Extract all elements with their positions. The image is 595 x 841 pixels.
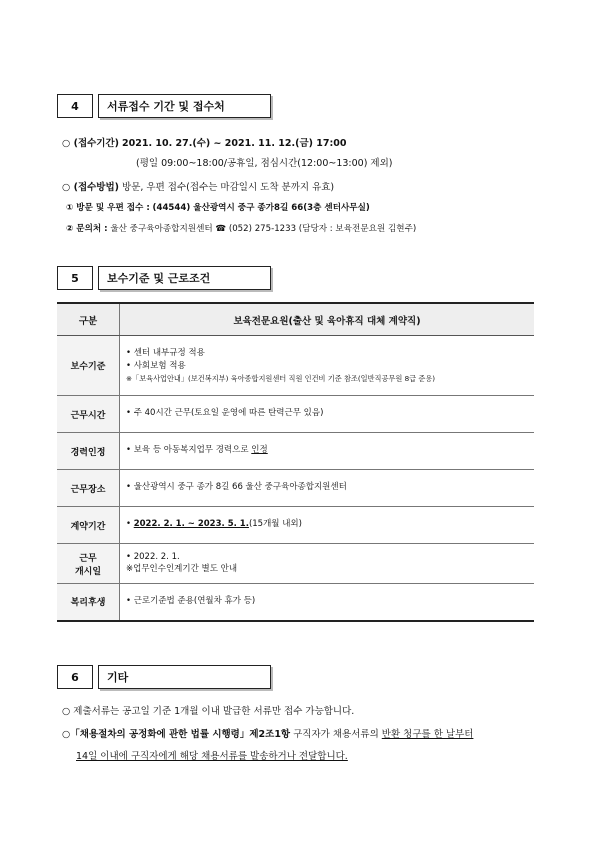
career-text-underlined: 인정 [251,445,268,456]
row-label [57,544,120,584]
contract-duration: (15개월 내외) [248,519,302,530]
conditions-table [57,302,534,622]
career-text: • 보육 등 아동복지업무 경력으로 [126,445,252,456]
row-label: 복리후생 [57,584,120,621]
contract-dates: 2022. 2. 1. ~ 2023. 5. 1. [133,519,249,530]
row-content: • 울산광역시 중구 종가 8길 66 울산 중구육아종합지원센터 [120,470,535,507]
row-label: 경력인정 [57,433,120,470]
section-title: 기타 [98,665,271,689]
table-row [57,507,534,544]
table-row [57,336,534,396]
pay-line-2: • 사회보험 적용 [126,360,186,371]
section-number: 6 [57,665,93,689]
section-5-header [57,266,271,290]
row-label: 계약기간 [57,507,120,544]
receipt-line [66,201,370,213]
section-number: 4 [57,94,93,118]
contact-value: 울산 중구육아종합지원센터 ☎ (052) 275-1233 (담당자 : 보육전문요원 김현주) [110,224,417,234]
table-row [57,544,534,584]
pay-note: ※「보육사업안내」(보건복지부) 육아종합지원센터 직원 인건비 기준 참조(일반직공무원 8급 준용) [126,374,436,384]
period-note: (평일 09:00~18:00/공휴일, 점심시간(12:00~13:00) 제외) [136,158,393,169]
method-label: ○ (접수방법) [62,182,119,193]
section-title: 보수기준 및 근로조건 [98,266,271,290]
contact-label: ② 문의처 : [66,224,108,234]
start-label-line2: 개시일 [74,566,102,577]
section-6-header [57,665,271,689]
contact-line [66,222,416,234]
period-line [62,135,347,149]
section-title: 서류접수 기간 및 접수처 [98,94,271,118]
table-header-category: 구분 [57,303,120,336]
period-value: 2021. 10. 27.(수) ~ 2021. 11. 12.(금) 17:00 [122,138,347,149]
law-reference: ○「채용절차의 공정화에 관한 법률 시행령」제2조1항 [62,729,291,740]
row-content [120,507,535,544]
table-row [57,433,534,470]
note-text-underlined: 반환 청구를 한 날부터 [381,729,474,740]
row-content [120,544,535,584]
row-label: 근무장소 [57,470,120,507]
table-row [57,584,534,621]
start-label-line1: 근무 [79,553,97,564]
receipt-label: ① 방문 및 우편 접수 : [66,203,150,213]
contract-bullet: • [126,519,134,530]
period-label: ○ (접수기간) [62,138,119,149]
start-date: • 2022. 2. 1. [126,552,180,563]
note-line-2 [62,726,473,740]
method-value: 방문, 우편 접수(접수는 마감일시 도착 분까지 유효) [122,182,335,193]
section-number: 5 [57,266,93,290]
receipt-address: (44544) 울산광역시 중구 종가8길 66(3층 센터사무실) [152,203,370,213]
note-line-3: 14일 이내에 구직자에게 해당 채용서류를 발송하거나 전달합니다. [76,751,348,762]
table-header-position: 보육전문요원(출산 및 육아휴직 대체 계약직) [120,303,535,336]
table-header-row [57,303,534,336]
method-line [62,179,334,193]
pay-line-1: • 센터 내부규정 적용 [126,347,205,358]
row-content [120,336,535,396]
row-content [120,433,535,470]
start-note: ※업무인수인계기간 별도 안내 [126,563,238,574]
note-line-1: ○ 제출서류는 공고일 기준 1개월 이내 발급한 서류만 접수 가능합니다. [62,706,355,717]
row-label: 근무시간 [57,396,120,433]
row-content: • 주 40시간 근무(토요일 운영에 따른 탄력근무 있음) [120,396,535,433]
row-label: 보수기준 [57,336,120,396]
table-row [57,470,534,507]
row-content: • 근로기준법 준용(연월차 휴가 등) [120,584,535,621]
table-row [57,396,534,433]
section-4-header [57,94,271,118]
note-text: 구직자가 채용서류의 [290,729,382,740]
